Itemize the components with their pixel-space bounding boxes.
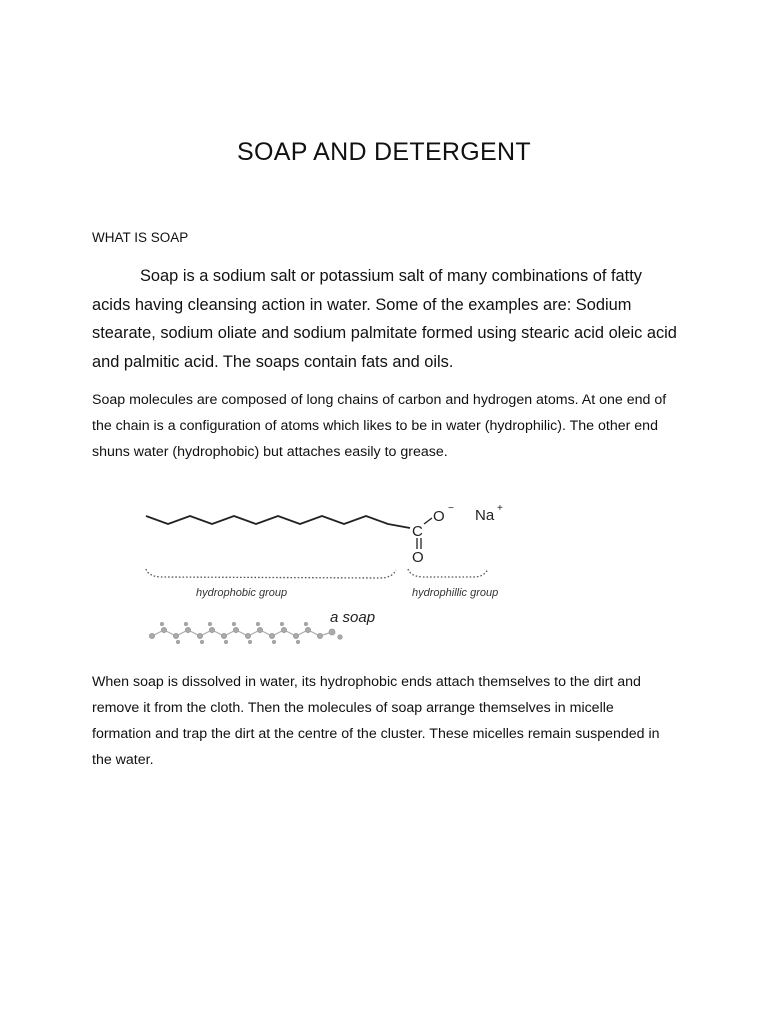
atom-oxygen-single: O — [433, 508, 445, 525]
soap-molecule-diagram — [140, 494, 520, 654]
hydrophilic-label: hydrophillic group — [412, 587, 499, 599]
hydrophobic-brace — [146, 569, 396, 578]
sodium-ion: Na — [475, 507, 495, 524]
hydrophilic-brace — [408, 569, 488, 577]
paragraph-soap-definition: Soap is a sodium salt or potassium salt of many combinations of fatty acids having cleansing action in water. Some of the examples are: Sodium stearate, sodium oliate and sodium palmitate formed using stearic acid oleic acid and palmitic acid. The soaps contain fats and oils. — [92, 267, 677, 371]
section-heading: WHAT IS SOAP — [92, 230, 189, 245]
charge-minus: − — [448, 503, 454, 514]
hydrocarbon-chain — [146, 516, 410, 528]
document-title: SOAP AND DETERGENT — [237, 138, 531, 166]
charge-plus: + — [497, 503, 503, 514]
soap-molecule-figure — [140, 494, 520, 654]
bond-c-o-single — [424, 518, 432, 524]
paragraph-soap-molecules: Soap molecules are composed of long chains of carbon and hydrogen atoms. At one end of the chain is a configuration of atoms which likes to be in water (hydrophilic). The other end shuns water (hydrophobic) but attaches easily to grease. — [92, 392, 667, 460]
soap-caption: a soap — [330, 609, 376, 626]
hydrophobic-label: hydrophobic group — [196, 587, 288, 599]
atom-oxygen-double: O — [412, 549, 424, 566]
paragraph-micelle: When soap is dissolved in water, its hydrophobic ends attach themselves to the dirt and remove it from the cloth. Then the molecules of soap arrange themselves in micelle formation and trap the dirt at the centre of the cluster. These micelles remain suspended in the water. — [92, 674, 660, 768]
ball-and-stick-model — [149, 622, 342, 643]
atom-carbon: C — [412, 523, 423, 540]
